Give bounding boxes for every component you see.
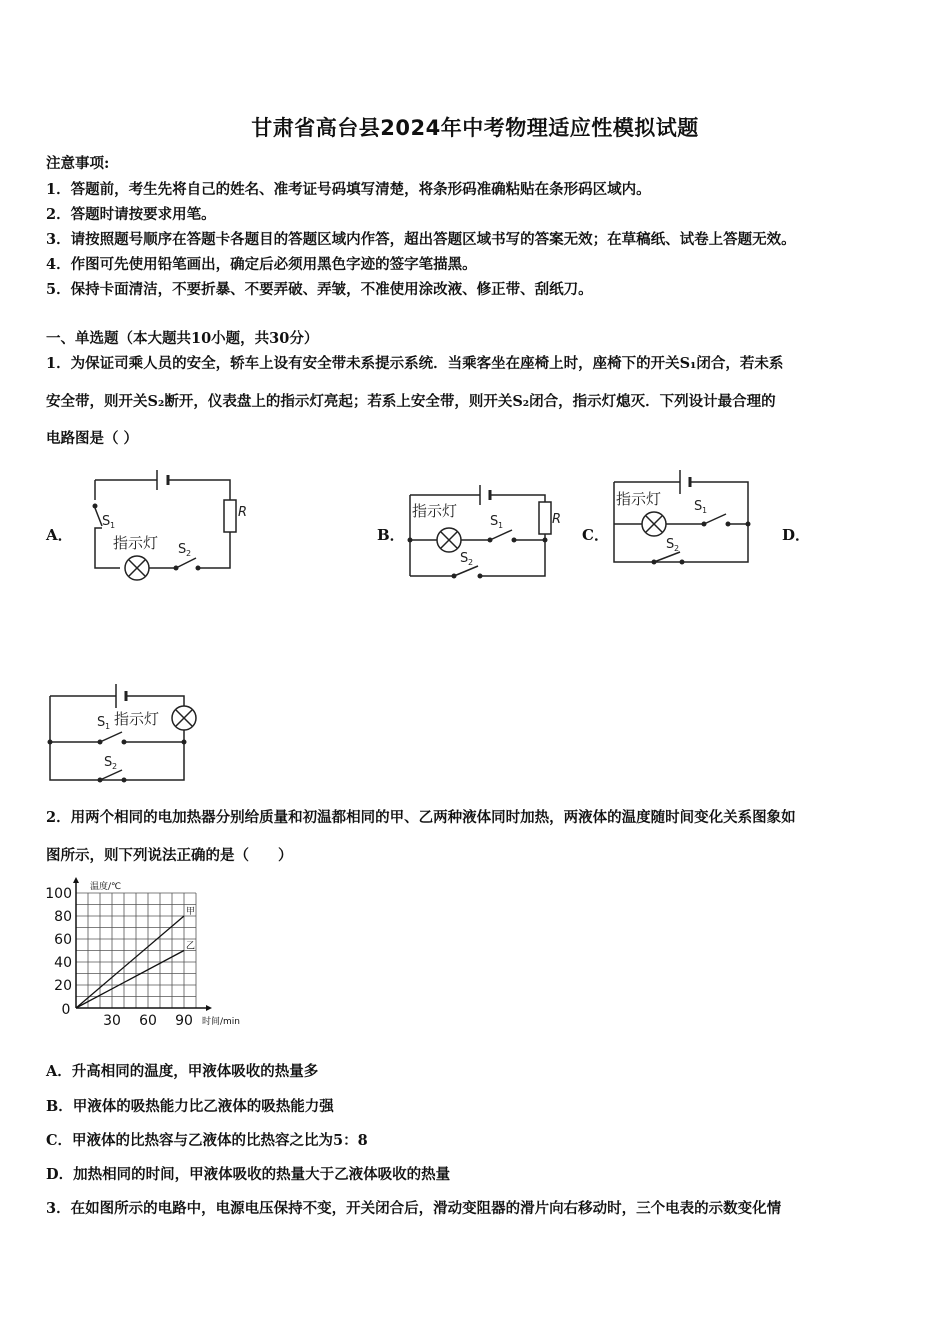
q1-option-b-label: B．	[377, 526, 405, 544]
q1-text-line: 安全带，则开关S₂断开，仪表盘上的指示灯亮起；若系上安全带，则开关S₂闭合，指示灯熄灭．下列设计最合理的	[46, 393, 776, 410]
y-tick-label: 100	[45, 886, 72, 902]
q1-option-c-label: C．	[582, 526, 609, 544]
q2-option: C．甲液体的比热容与乙液体的比热容之比为5：8	[46, 1132, 368, 1149]
q2-option: D．加热相同的时间，甲液体吸收的热量大于乙液体吸收的热量	[46, 1166, 451, 1183]
label-s1: S	[102, 514, 111, 529]
notice-item: 2．答题时请按要求用笔。	[46, 206, 216, 223]
label-s1-sub: 1	[110, 521, 116, 530]
page-title: 甘肃省高台县2024年中考物理适应性模拟试题	[251, 116, 699, 140]
label-lamp: 指示灯	[114, 710, 160, 728]
x-axis-label: 时间/min	[202, 1017, 241, 1027]
label-s1-sub: 1	[498, 521, 504, 530]
origin-label: 0	[61, 1002, 71, 1018]
label-s1-sub: 1	[105, 722, 111, 731]
circuit-diagram-a	[80, 458, 250, 583]
y-tick-label: 80	[54, 909, 72, 925]
q3-text-line: 3．在如图所示的电路中，电源电压保持不变，开关闭合后，滑动变阻器的滑片向右移动时，三个电表的示数变化情	[46, 1200, 782, 1217]
label-s2: S	[666, 537, 675, 552]
label-s2-sub: 2	[112, 762, 118, 771]
q2-text-line: 图所示，则下列说法正确的是（ ）	[46, 847, 293, 864]
y-axis-label: 温度/℃	[90, 882, 122, 892]
label-s1: S	[490, 514, 499, 529]
q2-option: B．甲液体的吸热能力比乙液体的吸热能力强	[46, 1098, 334, 1115]
label-lamp: 指示灯	[113, 534, 159, 552]
y-tick-label: 60	[54, 932, 72, 948]
notice-item: 1．答题前，考生先将自己的姓名、准考证号码填写清楚，将条形码准确粘贴在条形码区域内。	[46, 181, 651, 198]
label-s2: S	[178, 542, 187, 557]
notice-item: 3．请按照题号顺序在答题卡各题目的答题区域内作答，超出答题区域书写的答案无效；在草稿纸、试卷上答题无效。	[46, 231, 796, 248]
chart-grid	[76, 893, 196, 1008]
label-lamp: 指示灯	[412, 502, 458, 520]
label-s2-sub: 2	[186, 549, 192, 558]
y-tick-label: 20	[54, 978, 72, 994]
series-label: 甲	[186, 907, 196, 917]
label-s1: S	[694, 499, 703, 514]
x-tick-label: 90	[175, 1013, 193, 1029]
label-s1: S	[97, 715, 106, 730]
notice-item: 4．作图可先使用铅笔画出，确定后必须用黑色字迹的签字笔描黑。	[46, 256, 477, 273]
label-s2: S	[104, 755, 113, 770]
notice-item: 5．保持卡面清洁，不要折暴、不要弄破、弄皱，不准使用涂改液、修正带、刮纸刀。	[46, 281, 593, 298]
label-lamp: 指示灯	[616, 490, 662, 508]
x-tick-label: 60	[139, 1013, 157, 1029]
circuit-diagram-b	[402, 478, 572, 583]
label-s2-sub: 2	[468, 558, 474, 567]
label-s2: S	[460, 551, 469, 566]
label-r: R	[552, 512, 562, 527]
q1-option-d-label: D．	[782, 526, 811, 544]
y-axis-arrow	[73, 877, 79, 883]
q2-option: A．升高相同的温度，甲液体吸收的热量多	[46, 1063, 319, 1080]
q1-option-a-label: A．	[46, 526, 73, 544]
q2-text-line: 2．用两个相同的电加热器分别给质量和初温都相同的甲、乙两种液体同时加热，两液体的温度随时间变化关系图象如	[46, 809, 796, 826]
section-heading: 一、单选题（本大题共10小题，共30分）	[46, 330, 319, 347]
label-r: R	[238, 505, 248, 520]
q1-text-line: 电路图是（ ）	[46, 430, 139, 447]
notice-heading: 注意事项:	[46, 155, 110, 172]
y-tick-label: 40	[54, 955, 72, 971]
q1-text-line: 1．为保证司乘人员的安全，轿车上设有安全带未系提示系统．当乘客坐在座椅上时，座椅下的开关S₁闭合，若未系	[46, 355, 784, 372]
label-s1-sub: 1	[702, 506, 708, 515]
series-line	[76, 951, 184, 1009]
chart-labels	[45, 880, 240, 1029]
x-tick-label: 30	[103, 1013, 121, 1029]
circuit-diagram-d	[42, 678, 202, 788]
temperature-time-chart	[44, 870, 244, 1030]
circuit-diagram-c	[606, 462, 756, 570]
label-s2-sub: 2	[674, 544, 680, 553]
x-axis-arrow	[206, 1005, 212, 1011]
series-label: 乙	[186, 941, 196, 952]
